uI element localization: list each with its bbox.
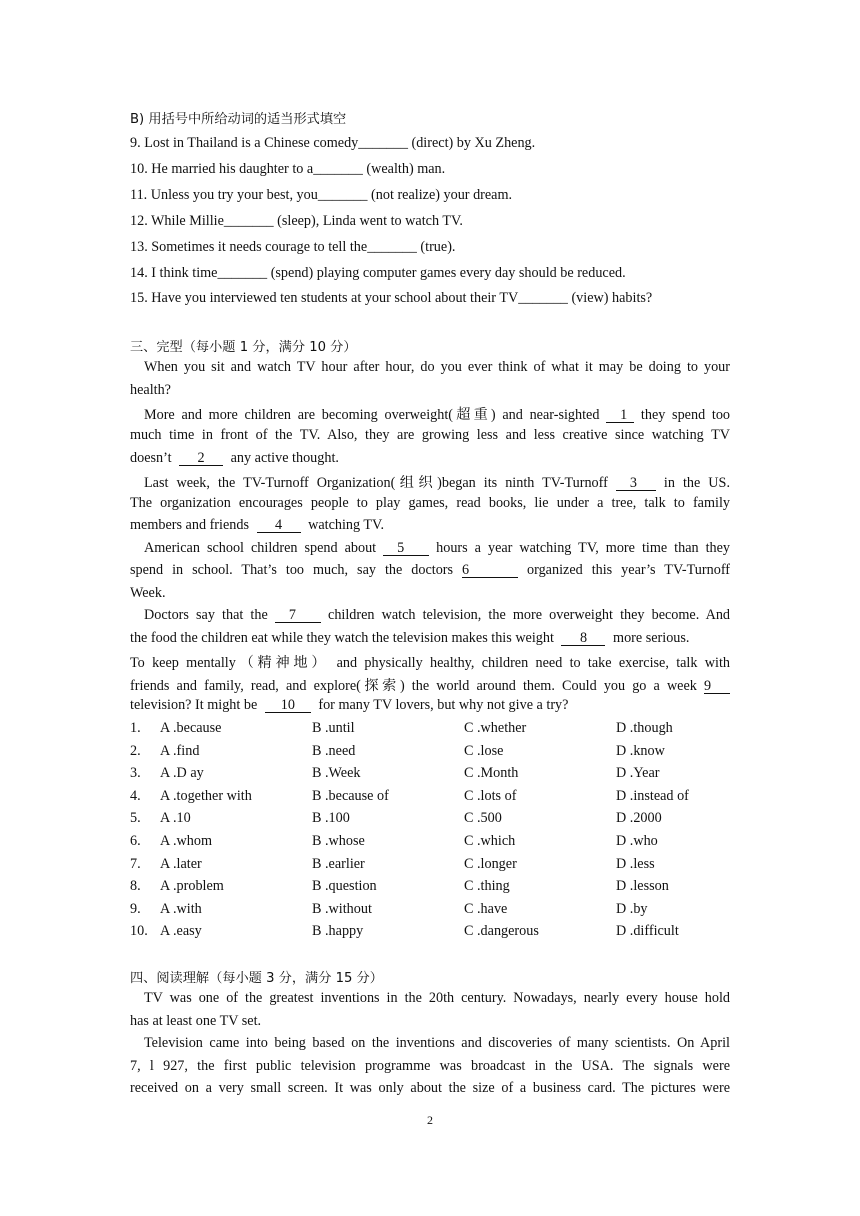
- option-b[interactable]: B .whose: [312, 833, 365, 849]
- cloze-blank-10: 10: [265, 698, 311, 713]
- section-4-heading: 四、阅读理解（每小题 3 分，满分 15 分）: [130, 971, 383, 986]
- paragraph-line: American school children spend about 5 hours a year watching TV, more time than they: [144, 540, 731, 556]
- paragraph-line: received on a very small screen. It was only about the size of a business card. The pictures were: [130, 1080, 730, 1096]
- fill-in-item: 14. I think time_______ (spend) playing computer games every day should be reduced.: [130, 265, 626, 281]
- paragraph-line: television? It might be 10 for many TV lovers, but why not give a try?: [130, 697, 569, 713]
- option-c[interactable]: C .dangerous: [464, 923, 539, 940]
- option-a[interactable]: A .together with: [160, 787, 252, 804]
- option-d[interactable]: D .less: [616, 855, 655, 872]
- cloze-blank-1: 1: [606, 408, 634, 423]
- option-c[interactable]: C .Month: [464, 765, 519, 782]
- question-number: 4.: [130, 787, 141, 804]
- paragraph-line: 7, l 927, the first public television programme was broadcast in the USA. The signals were: [130, 1058, 730, 1074]
- option-b[interactable]: B .happy: [312, 923, 364, 940]
- option-b[interactable]: B .Week: [312, 765, 361, 782]
- answer-blank[interactable]: _______: [313, 161, 363, 177]
- cloze-blank-2: 2: [179, 451, 223, 466]
- question-number: 5.: [130, 810, 141, 827]
- option-d[interactable]: D .2000: [616, 810, 662, 827]
- answer-blank[interactable]: _______: [223, 213, 274, 229]
- option-c[interactable]: C .thing: [464, 878, 510, 895]
- paragraph-line: More and more children are becoming overweight(超重) and near-sighted 1 they spend too: [144, 407, 731, 423]
- paragraph-line: When you sit and watch TV hour after hour, do you ever think of what it may be doing to your: [144, 359, 730, 375]
- fill-in-item: 9. Lost in Thailand is a Chinese comedy_______ (direct) by Xu Zheng.: [130, 135, 536, 151]
- fill-in-item: 13. Sometimes it needs courage to tell the_______ (true).: [130, 239, 456, 255]
- fill-in-item: 11. Unless you try your best, you_______ (not realize) your dream.: [130, 187, 513, 203]
- question-number: 10.: [130, 923, 148, 940]
- answer-blank[interactable]: _______: [217, 265, 268, 281]
- page-number: 2: [427, 1113, 433, 1127]
- paragraph-line: To keep mentally（精神地） and physically healthy, children need to take exercise, talk with: [130, 655, 730, 671]
- option-d[interactable]: D .difficult: [616, 923, 679, 940]
- option-b[interactable]: B .question: [312, 878, 377, 895]
- question-number: 2.: [130, 742, 141, 759]
- option-b[interactable]: B .without: [312, 900, 372, 917]
- option-c[interactable]: C .longer: [464, 855, 517, 872]
- option-a[interactable]: A .10: [160, 810, 191, 827]
- question-number: 9.: [130, 900, 141, 917]
- cloze-blank-9: 9: [704, 679, 730, 694]
- option-b[interactable]: B .because of: [312, 787, 389, 804]
- question-number: 8.: [130, 878, 141, 895]
- option-a[interactable]: A .easy: [160, 923, 202, 940]
- option-c[interactable]: C .500: [464, 810, 502, 827]
- option-d[interactable]: D .though: [616, 720, 673, 736]
- paragraph-line: TV was one of the greatest inventions in the 20th century. Nowadays, nearly every house hold: [144, 990, 730, 1006]
- option-a[interactable]: A .because: [160, 720, 222, 736]
- cloze-blank-3: 3: [616, 476, 656, 491]
- fill-in-item: 10. He married his daughter to a_______ (wealth) man.: [130, 161, 446, 177]
- paragraph-line: members and friends 4 watching TV.: [130, 517, 385, 533]
- cloze-blank-6: 6: [462, 563, 518, 578]
- cloze-blank-4: 4: [257, 518, 301, 533]
- option-b[interactable]: B .until: [312, 720, 355, 736]
- paragraph-line: Last week, the TV-Turnoff Organization(组织)began its ninth TV-Turnoff 3 in the US.: [144, 475, 730, 491]
- option-a[interactable]: A .later: [160, 855, 202, 872]
- fill-in-item: 15. Have you interviewed ten students at your school about their TV_______ (view) habits?: [130, 290, 653, 306]
- paragraph-line: friends and family, read, and explore(探索) the world around them. Could you go a week 9: [130, 675, 730, 695]
- option-d[interactable]: D .know: [616, 742, 665, 759]
- paragraph-line: The organization encourages people to play games, read books, lie under a tree, talk to family: [130, 495, 730, 511]
- answer-blank[interactable]: _______: [518, 290, 568, 306]
- option-a[interactable]: A .problem: [160, 878, 224, 895]
- option-b[interactable]: B .earlier: [312, 855, 365, 872]
- answer-blank[interactable]: _______: [367, 239, 417, 255]
- answer-blank[interactable]: _______: [317, 187, 368, 203]
- option-d[interactable]: D .who: [616, 833, 658, 849]
- paragraph-line: spend in school. That’s too much, say the doctors 6 organized this year’s TV-Turnoff: [130, 562, 731, 578]
- option-c[interactable]: C .which: [464, 833, 516, 849]
- paragraph-line: Week.: [130, 585, 166, 601]
- paragraph-line: has at least one TV set.: [130, 1013, 262, 1029]
- option-d[interactable]: D .instead of: [616, 787, 689, 804]
- option-c[interactable]: C .whether: [464, 720, 527, 736]
- option-a[interactable]: A .D ay: [160, 765, 204, 782]
- section-3-heading: 三、完型（每小题 1 分，满分 10 分）: [130, 340, 357, 355]
- cloze-blank-8: 8: [561, 631, 605, 646]
- option-d[interactable]: D .lesson: [616, 878, 669, 895]
- paragraph-line: the food the children eat while they watch the television makes this weight 8 more serious.: [130, 630, 690, 646]
- answer-blank[interactable]: _______: [358, 135, 408, 151]
- option-a[interactable]: A .whom: [160, 833, 213, 849]
- question-number: 7.: [130, 855, 141, 872]
- option-b[interactable]: B .100: [312, 810, 350, 827]
- option-c[interactable]: C .lots of: [464, 787, 517, 804]
- section-b-heading: B) 用括号中所给动词的适当形式填空: [130, 112, 347, 127]
- option-a[interactable]: A .with: [160, 900, 202, 917]
- paragraph-line: much time in front of the TV. Also, they are growing less and less creative since watching TV: [130, 427, 730, 443]
- option-c[interactable]: C .lose: [464, 742, 504, 759]
- option-d[interactable]: D .Year: [616, 765, 660, 782]
- question-number: 6.: [130, 833, 141, 849]
- cloze-blank-7: 7: [275, 608, 321, 623]
- cloze-blank-5: 5: [383, 541, 429, 556]
- option-a[interactable]: A .find: [160, 742, 200, 759]
- paragraph-line: Television came into being based on the inventions and discoveries of many scientists. On April: [144, 1035, 730, 1051]
- question-number: 1.: [130, 720, 141, 736]
- fill-in-item: 12. While Millie_______ (sleep), Linda went to watch TV.: [130, 213, 463, 229]
- paragraph-line: Doctors say that the 7 children watch television, the more overweight they become. And: [144, 607, 731, 623]
- option-d[interactable]: D .by: [616, 900, 648, 917]
- paragraph-line: health?: [130, 382, 171, 398]
- paragraph-line: doesn’t 2 any active thought.: [130, 450, 339, 466]
- option-b[interactable]: B .need: [312, 742, 356, 759]
- question-number: 3.: [130, 765, 141, 782]
- option-c[interactable]: C .have: [464, 900, 508, 917]
